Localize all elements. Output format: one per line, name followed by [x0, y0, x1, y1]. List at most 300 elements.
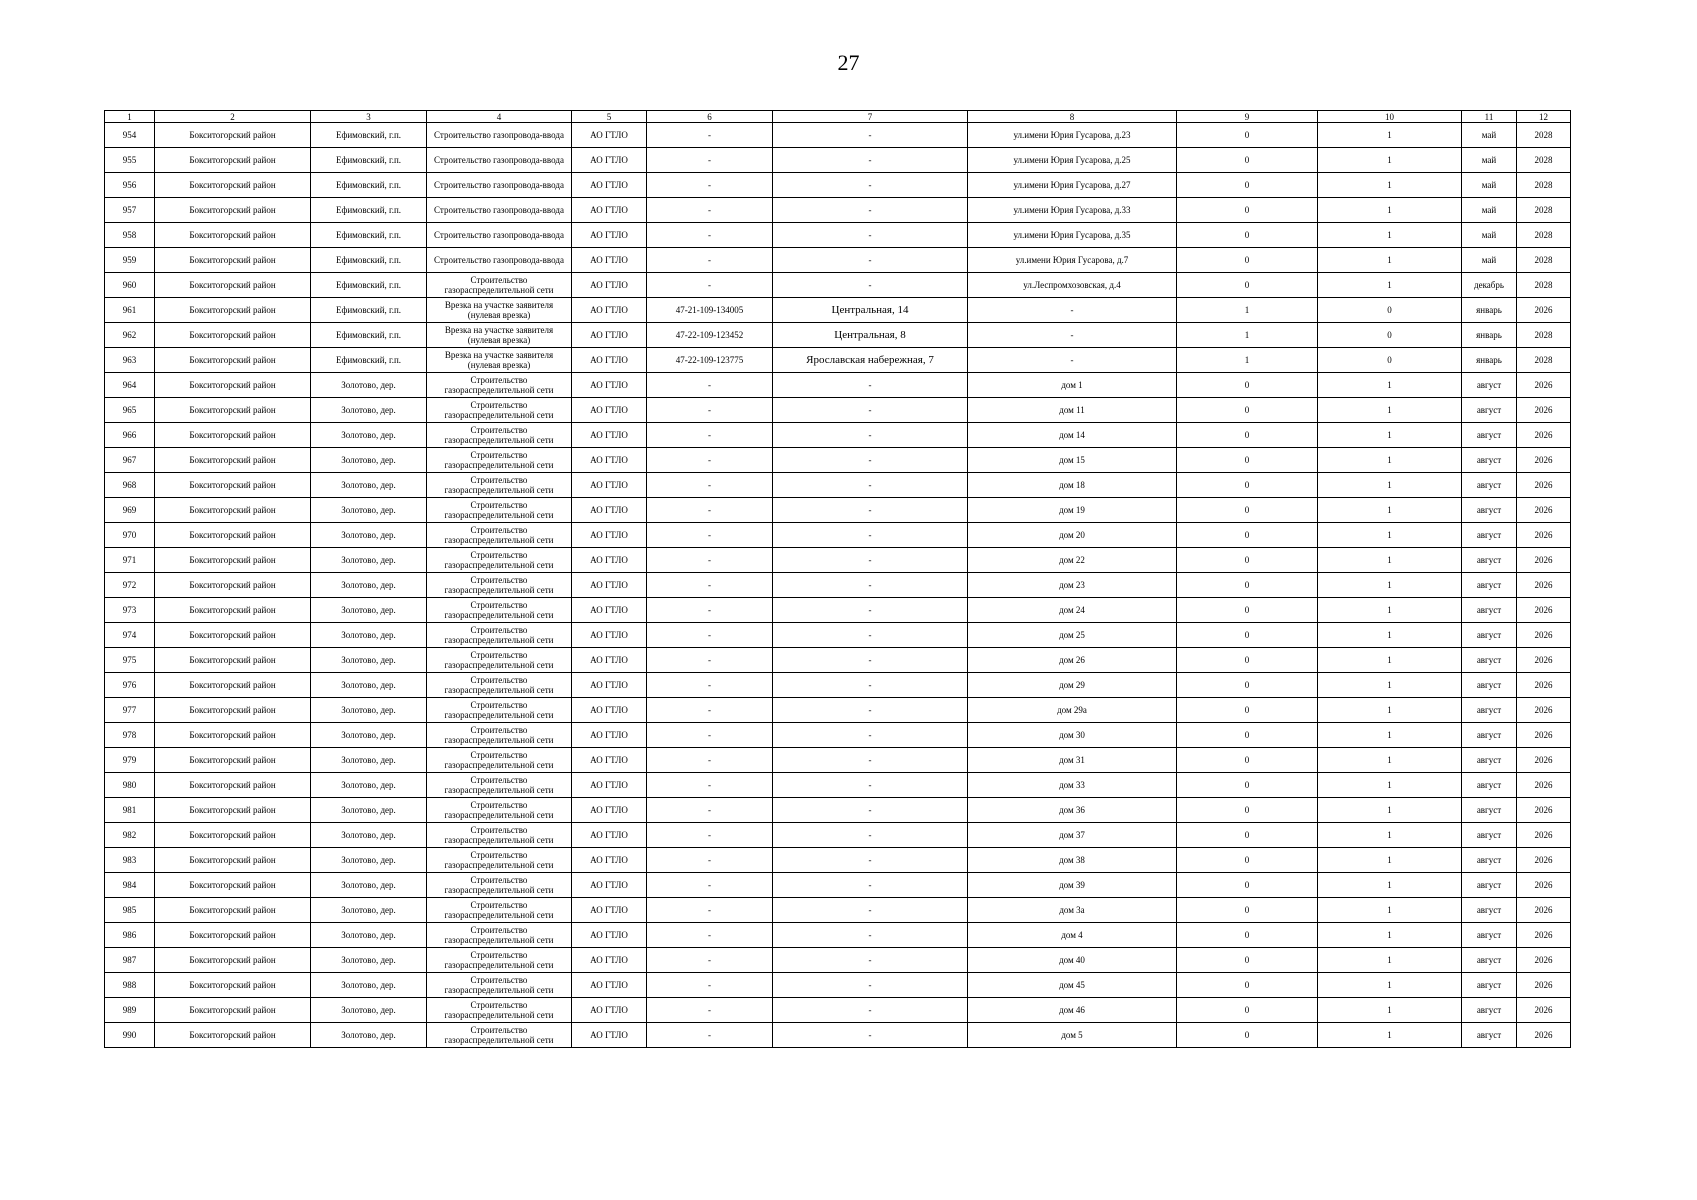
value-10-cell: 0	[1318, 298, 1462, 323]
work-type-cell: Строительство газораспределительной сети	[427, 273, 572, 298]
applicant-address-cell: -	[773, 148, 968, 173]
application-number-cell: -	[647, 973, 773, 998]
applicant-address-cell: -	[773, 898, 968, 923]
value-9-cell: 0	[1177, 373, 1318, 398]
district-cell: Бокситогорский район	[155, 123, 311, 148]
year-cell: 2028	[1517, 248, 1571, 273]
application-number-cell: -	[647, 498, 773, 523]
application-number-cell: -	[647, 398, 773, 423]
work-type-cell: Строительство газораспределительной сети	[427, 823, 572, 848]
value-10-cell: 1	[1318, 1023, 1462, 1048]
district-cell: Бокситогорский район	[155, 973, 311, 998]
district-cell: Бокситогорский район	[155, 1023, 311, 1048]
application-number-cell: -	[647, 423, 773, 448]
object-address-cell: дом 22	[968, 548, 1177, 573]
row-number-cell: 973	[105, 598, 155, 623]
row-number-cell: 954	[105, 123, 155, 148]
application-number-cell: -	[647, 173, 773, 198]
organization-cell: АО ГТЛО	[572, 573, 647, 598]
work-type-cell: Строительство газопровода-ввода	[427, 248, 572, 273]
year-cell: 2026	[1517, 773, 1571, 798]
year-cell: 2026	[1517, 873, 1571, 898]
object-address-cell: ул.имени Юрия Гусарова, д.23	[968, 123, 1177, 148]
month-cell: август	[1462, 423, 1517, 448]
object-address-cell: дом 31	[968, 748, 1177, 773]
district-cell: Бокситогорский район	[155, 198, 311, 223]
organization-cell: АО ГТЛО	[572, 473, 647, 498]
month-cell: август	[1462, 623, 1517, 648]
value-9-cell: 0	[1177, 248, 1318, 273]
district-cell: Бокситогорский район	[155, 873, 311, 898]
applicant-address-cell: -	[773, 273, 968, 298]
row-number-cell: 977	[105, 698, 155, 723]
applicant-address-cell: -	[773, 223, 968, 248]
work-type-cell: Строительство газораспределительной сети	[427, 398, 572, 423]
month-cell: май	[1462, 248, 1517, 273]
year-cell: 2028	[1517, 348, 1571, 373]
year-cell: 2028	[1517, 273, 1571, 298]
table-row	[105, 673, 1571, 698]
value-9-cell: 0	[1177, 423, 1318, 448]
organization-cell: АО ГТЛО	[572, 148, 647, 173]
settlement-cell: Золотово, дер.	[311, 798, 427, 823]
row-number-cell: 965	[105, 398, 155, 423]
object-address-cell: дом 36	[968, 798, 1177, 823]
object-address-cell: дом 38	[968, 848, 1177, 873]
table-row	[105, 523, 1571, 548]
table-row	[105, 573, 1571, 598]
object-address-cell: дом 29а	[968, 698, 1177, 723]
district-cell: Бокситогорский район	[155, 298, 311, 323]
year-cell: 2026	[1517, 748, 1571, 773]
object-address-cell: дом 1	[968, 373, 1177, 398]
work-type-cell: Строительство газораспределительной сети	[427, 1023, 572, 1048]
work-type-cell: Строительство газораспределительной сети	[427, 873, 572, 898]
application-number-cell: -	[647, 123, 773, 148]
organization-cell: АО ГТЛО	[572, 598, 647, 623]
table-row	[105, 873, 1571, 898]
applicant-address-cell: -	[773, 173, 968, 198]
settlement-cell: Золотово, дер.	[311, 523, 427, 548]
settlement-cell: Золотово, дер.	[311, 448, 427, 473]
value-9-cell: 0	[1177, 973, 1318, 998]
year-cell: 2028	[1517, 173, 1571, 198]
value-9-cell: 0	[1177, 498, 1318, 523]
organization-cell: АО ГТЛО	[572, 673, 647, 698]
year-cell: 2026	[1517, 298, 1571, 323]
month-cell: август	[1462, 898, 1517, 923]
table-row	[105, 748, 1571, 773]
row-number-cell: 983	[105, 848, 155, 873]
object-address-cell: дом 37	[968, 823, 1177, 848]
settlement-cell: Золотово, дер.	[311, 673, 427, 698]
year-cell: 2028	[1517, 323, 1571, 348]
settlement-cell: Золотово, дер.	[311, 623, 427, 648]
work-type-cell: Строительство газораспределительной сети	[427, 473, 572, 498]
organization-cell: АО ГТЛО	[572, 173, 647, 198]
row-number-cell: 980	[105, 773, 155, 798]
work-type-cell: Строительство газораспределительной сети	[427, 798, 572, 823]
table-row	[105, 898, 1571, 923]
applicant-address-cell: -	[773, 773, 968, 798]
value-10-cell: 1	[1318, 498, 1462, 523]
application-number-cell: -	[647, 623, 773, 648]
value-9-cell: 0	[1177, 398, 1318, 423]
organization-cell: АО ГТЛО	[572, 223, 647, 248]
district-cell: Бокситогорский район	[155, 698, 311, 723]
column-number-5: 5	[572, 111, 647, 123]
year-cell: 2026	[1517, 998, 1571, 1023]
organization-cell: АО ГТЛО	[572, 323, 647, 348]
row-number-cell: 982	[105, 823, 155, 848]
object-address-cell: дом 4	[968, 923, 1177, 948]
month-cell: декабрь	[1462, 273, 1517, 298]
row-number-cell: 972	[105, 573, 155, 598]
table-row	[105, 1023, 1571, 1048]
object-address-cell: дом 25	[968, 623, 1177, 648]
year-cell: 2028	[1517, 198, 1571, 223]
value-10-cell: 1	[1318, 698, 1462, 723]
year-cell: 2026	[1517, 473, 1571, 498]
applicant-address-cell: Центральная, 14	[773, 298, 968, 323]
settlement-cell: Ефимовский, г.п.	[311, 223, 427, 248]
applicant-address-cell: -	[773, 673, 968, 698]
applicant-address-cell: -	[773, 573, 968, 598]
applicant-address-cell: -	[773, 548, 968, 573]
district-cell: Бокситогорский район	[155, 473, 311, 498]
organization-cell: АО ГТЛО	[572, 373, 647, 398]
row-number-cell: 984	[105, 873, 155, 898]
value-10-cell: 1	[1318, 148, 1462, 173]
value-10-cell: 1	[1318, 373, 1462, 398]
row-number-cell: 987	[105, 948, 155, 973]
application-number-cell: -	[647, 798, 773, 823]
year-cell: 2026	[1517, 673, 1571, 698]
row-number-cell: 966	[105, 423, 155, 448]
table-row	[105, 173, 1571, 198]
work-type-cell: Строительство газораспределительной сети	[427, 623, 572, 648]
district-cell: Бокситогорский район	[155, 623, 311, 648]
value-10-cell: 1	[1318, 648, 1462, 673]
settlement-cell: Золотово, дер.	[311, 873, 427, 898]
organization-cell: АО ГТЛО	[572, 898, 647, 923]
district-cell: Бокситогорский район	[155, 148, 311, 173]
value-10-cell: 1	[1318, 948, 1462, 973]
district-cell: Бокситогорский район	[155, 448, 311, 473]
work-type-cell: Строительство газораспределительной сети	[427, 498, 572, 523]
work-type-cell: Строительство газораспределительной сети	[427, 898, 572, 923]
value-9-cell: 0	[1177, 848, 1318, 873]
object-address-cell: ул.имени Юрия Гусарова, д.7	[968, 248, 1177, 273]
organization-cell: АО ГТЛО	[572, 1023, 647, 1048]
month-cell: август	[1462, 748, 1517, 773]
work-type-cell: Строительство газопровода-ввода	[427, 148, 572, 173]
month-cell: август	[1462, 498, 1517, 523]
settlement-cell: Золотово, дер.	[311, 848, 427, 873]
table-row	[105, 648, 1571, 673]
application-number-cell: -	[647, 273, 773, 298]
applicant-address-cell: -	[773, 948, 968, 973]
application-number-cell: -	[647, 923, 773, 948]
organization-cell: АО ГТЛО	[572, 823, 647, 848]
application-number-cell: -	[647, 873, 773, 898]
organization-cell: АО ГТЛО	[572, 848, 647, 873]
value-10-cell: 1	[1318, 973, 1462, 998]
work-type-cell: Строительство газораспределительной сети	[427, 548, 572, 573]
organization-cell: АО ГТЛО	[572, 348, 647, 373]
year-cell: 2026	[1517, 398, 1571, 423]
value-9-cell: 0	[1177, 123, 1318, 148]
organization-cell: АО ГТЛО	[572, 948, 647, 973]
application-number-cell: -	[647, 648, 773, 673]
object-address-cell: дом 40	[968, 948, 1177, 973]
value-9-cell: 0	[1177, 698, 1318, 723]
value-10-cell: 1	[1318, 898, 1462, 923]
month-cell: май	[1462, 173, 1517, 198]
settlement-cell: Золотово, дер.	[311, 823, 427, 848]
month-cell: август	[1462, 448, 1517, 473]
work-type-cell: Строительство газораспределительной сети	[427, 923, 572, 948]
row-number-cell: 963	[105, 348, 155, 373]
value-9-cell: 0	[1177, 623, 1318, 648]
row-number-cell: 964	[105, 373, 155, 398]
year-cell: 2026	[1517, 373, 1571, 398]
value-10-cell: 1	[1318, 198, 1462, 223]
work-type-cell: Строительство газораспределительной сети	[427, 748, 572, 773]
column-number-8: 8	[968, 111, 1177, 123]
year-cell: 2026	[1517, 498, 1571, 523]
value-9-cell: 0	[1177, 723, 1318, 748]
year-cell: 2026	[1517, 723, 1571, 748]
applicant-address-cell: -	[773, 398, 968, 423]
application-number-cell: -	[647, 898, 773, 923]
value-10-cell: 0	[1318, 348, 1462, 373]
value-9-cell: 0	[1177, 648, 1318, 673]
year-cell: 2026	[1517, 1023, 1571, 1048]
application-number-cell: -	[647, 473, 773, 498]
row-number-cell: 961	[105, 298, 155, 323]
application-number-cell: 47-22-109-123452	[647, 323, 773, 348]
object-address-cell: ул.имени Юрия Гусарова, д.33	[968, 198, 1177, 223]
row-number-cell: 975	[105, 648, 155, 673]
row-number-cell: 990	[105, 1023, 155, 1048]
month-cell: август	[1462, 673, 1517, 698]
settlement-cell: Золотово, дер.	[311, 773, 427, 798]
district-cell: Бокситогорский район	[155, 323, 311, 348]
month-cell: май	[1462, 123, 1517, 148]
column-number-11: 11	[1462, 111, 1517, 123]
object-address-cell: ул.Леспромхозовская, д.4	[968, 273, 1177, 298]
value-10-cell: 1	[1318, 423, 1462, 448]
month-cell: август	[1462, 573, 1517, 598]
organization-cell: АО ГТЛО	[572, 723, 647, 748]
table-row	[105, 773, 1571, 798]
applicant-address-cell: -	[773, 923, 968, 948]
row-number-cell: 981	[105, 798, 155, 823]
value-9-cell: 0	[1177, 273, 1318, 298]
value-10-cell: 1	[1318, 623, 1462, 648]
year-cell: 2028	[1517, 148, 1571, 173]
district-cell: Бокситогорский район	[155, 798, 311, 823]
table-row	[105, 798, 1571, 823]
applicant-address-cell: -	[773, 373, 968, 398]
work-type-cell: Строительство газопровода-ввода	[427, 198, 572, 223]
applicant-address-cell: -	[773, 998, 968, 1023]
work-type-cell: Строительство газораспределительной сети	[427, 773, 572, 798]
organization-cell: АО ГТЛО	[572, 623, 647, 648]
value-10-cell: 1	[1318, 673, 1462, 698]
applicant-address-cell: Центральная, 8	[773, 323, 968, 348]
applicant-address-cell: -	[773, 748, 968, 773]
column-number-2: 2	[155, 111, 311, 123]
month-cell: август	[1462, 873, 1517, 898]
row-number-cell: 968	[105, 473, 155, 498]
value-9-cell: 0	[1177, 148, 1318, 173]
settlement-cell: Ефимовский, г.п.	[311, 123, 427, 148]
row-number-cell: 971	[105, 548, 155, 573]
row-number-cell: 962	[105, 323, 155, 348]
table-row	[105, 448, 1571, 473]
work-type-cell: Врезка на участке заявителя (нулевая врезка)	[427, 323, 572, 348]
value-9-cell: 0	[1177, 923, 1318, 948]
year-cell: 2026	[1517, 448, 1571, 473]
value-9-cell: 0	[1177, 798, 1318, 823]
table-row	[105, 248, 1571, 273]
settlement-cell: Золотово, дер.	[311, 723, 427, 748]
value-9-cell: 0	[1177, 873, 1318, 898]
value-10-cell: 1	[1318, 273, 1462, 298]
row-number-cell: 955	[105, 148, 155, 173]
table-row	[105, 823, 1571, 848]
table-row	[105, 548, 1571, 573]
application-number-cell: -	[647, 723, 773, 748]
object-address-cell: дом 39	[968, 873, 1177, 898]
district-cell: Бокситогорский район	[155, 673, 311, 698]
table-row	[105, 623, 1571, 648]
applicant-address-cell: -	[773, 198, 968, 223]
application-number-cell: 47-22-109-123775	[647, 348, 773, 373]
month-cell: май	[1462, 148, 1517, 173]
applicant-address-cell: -	[773, 248, 968, 273]
applicant-address-cell: Ярославская набережная, 7	[773, 348, 968, 373]
value-9-cell: 0	[1177, 223, 1318, 248]
object-address-cell: дом 29	[968, 673, 1177, 698]
month-cell: август	[1462, 773, 1517, 798]
column-number-row	[105, 111, 1571, 123]
district-cell: Бокситогорский район	[155, 598, 311, 623]
row-number-cell: 969	[105, 498, 155, 523]
value-9-cell: 0	[1177, 448, 1318, 473]
table-row	[105, 998, 1571, 1023]
column-number-12: 12	[1517, 111, 1571, 123]
table-row	[105, 923, 1571, 948]
settlement-cell: Золотово, дер.	[311, 973, 427, 998]
year-cell: 2026	[1517, 973, 1571, 998]
year-cell: 2026	[1517, 523, 1571, 548]
value-10-cell: 1	[1318, 223, 1462, 248]
organization-cell: АО ГТЛО	[572, 523, 647, 548]
value-9-cell: 0	[1177, 948, 1318, 973]
organization-cell: АО ГТЛО	[572, 773, 647, 798]
year-cell: 2028	[1517, 123, 1571, 148]
table-row	[105, 123, 1571, 148]
month-cell: август	[1462, 798, 1517, 823]
table-row	[105, 348, 1571, 373]
value-9-cell: 0	[1177, 573, 1318, 598]
settlement-cell: Золотово, дер.	[311, 373, 427, 398]
month-cell: август	[1462, 398, 1517, 423]
object-address-cell: дом 3а	[968, 898, 1177, 923]
month-cell: август	[1462, 723, 1517, 748]
column-number-3: 3	[311, 111, 427, 123]
object-address-cell: дом 18	[968, 473, 1177, 498]
row-number-cell: 958	[105, 223, 155, 248]
district-cell: Бокситогорский район	[155, 773, 311, 798]
gasification-table	[104, 110, 1571, 1048]
organization-cell: АО ГТЛО	[572, 498, 647, 523]
table-row	[105, 598, 1571, 623]
work-type-cell: Строительство газораспределительной сети	[427, 673, 572, 698]
organization-cell: АО ГТЛО	[572, 248, 647, 273]
value-10-cell: 1	[1318, 523, 1462, 548]
applicant-address-cell: -	[773, 523, 968, 548]
application-number-cell: -	[647, 698, 773, 723]
work-type-cell: Строительство газораспределительной сети	[427, 848, 572, 873]
work-type-cell: Строительство газораспределительной сети	[427, 723, 572, 748]
district-cell: Бокситогорский район	[155, 648, 311, 673]
district-cell: Бокситогорский район	[155, 948, 311, 973]
work-type-cell: Строительство газораспределительной сети	[427, 698, 572, 723]
value-10-cell: 1	[1318, 873, 1462, 898]
month-cell: август	[1462, 923, 1517, 948]
value-9-cell: 1	[1177, 298, 1318, 323]
applicant-address-cell: -	[773, 648, 968, 673]
month-cell: август	[1462, 973, 1517, 998]
year-cell: 2026	[1517, 648, 1571, 673]
district-cell: Бокситогорский район	[155, 748, 311, 773]
district-cell: Бокситогорский район	[155, 723, 311, 748]
object-address-cell: дом 45	[968, 973, 1177, 998]
applicant-address-cell: -	[773, 798, 968, 823]
work-type-cell: Строительство газораспределительной сети	[427, 423, 572, 448]
work-type-cell: Строительство газопровода-ввода	[427, 223, 572, 248]
year-cell: 2026	[1517, 598, 1571, 623]
settlement-cell: Ефимовский, г.п.	[311, 198, 427, 223]
object-address-cell: дом 11	[968, 398, 1177, 423]
value-10-cell: 0	[1318, 323, 1462, 348]
organization-cell: АО ГТЛО	[572, 548, 647, 573]
district-cell: Бокситогорский район	[155, 248, 311, 273]
applicant-address-cell: -	[773, 973, 968, 998]
table-row	[105, 698, 1571, 723]
application-number-cell: -	[647, 1023, 773, 1048]
month-cell: август	[1462, 523, 1517, 548]
table-row	[105, 948, 1571, 973]
settlement-cell: Ефимовский, г.п.	[311, 348, 427, 373]
column-number-7: 7	[773, 111, 968, 123]
settlement-cell: Золотово, дер.	[311, 698, 427, 723]
year-cell: 2026	[1517, 698, 1571, 723]
object-address-cell: дом 33	[968, 773, 1177, 798]
year-cell: 2028	[1517, 223, 1571, 248]
year-cell: 2026	[1517, 573, 1571, 598]
district-cell: Бокситогорский район	[155, 823, 311, 848]
value-10-cell: 1	[1318, 123, 1462, 148]
applicant-address-cell: -	[773, 823, 968, 848]
value-10-cell: 1	[1318, 173, 1462, 198]
value-10-cell: 1	[1318, 848, 1462, 873]
column-number-4: 4	[427, 111, 572, 123]
